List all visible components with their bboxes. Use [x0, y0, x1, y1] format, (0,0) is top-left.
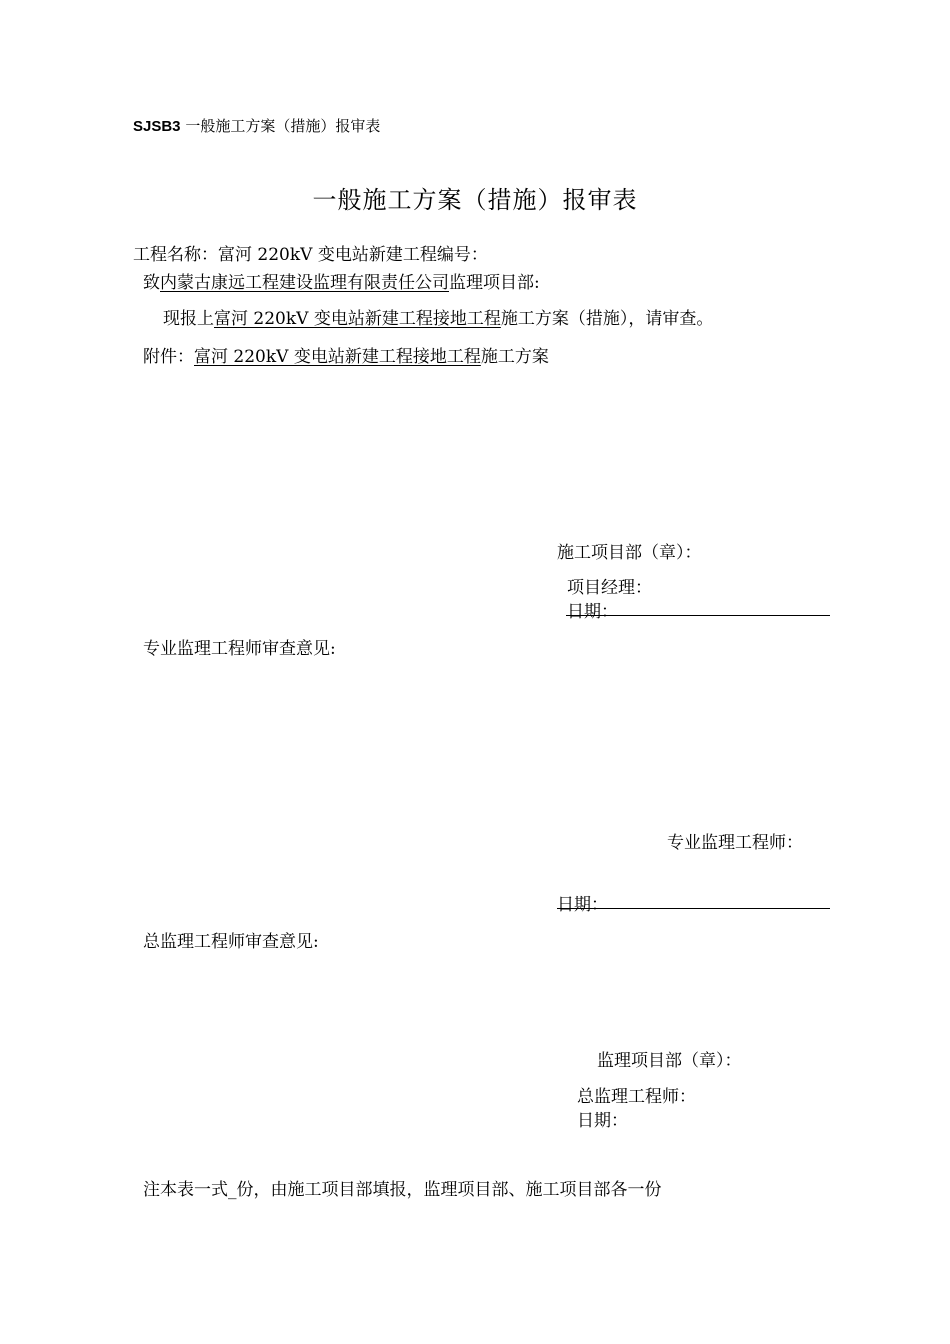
form-code: SJSB3	[133, 118, 181, 135]
report-prefix: 现报上	[163, 309, 214, 329]
form-code-title: 一般施工方案（措施）报审表	[185, 117, 381, 135]
chief-date-label: 日期：	[577, 1111, 628, 1131]
footer-note: 注本表一式_份，由施工项目部填报，监理项目部、施工项目部各一份	[143, 1180, 662, 1200]
addressee-line	[143, 268, 540, 293]
addressee-suffix: 监理项目部:	[449, 273, 540, 293]
project-manager-label: 项目经理：	[567, 578, 652, 598]
specialist-date-rule	[557, 908, 830, 909]
project-name-line: 工程名称：富河 220kV 变电站新建工程编号：	[133, 245, 488, 265]
attachment-line	[143, 342, 549, 367]
supervision-dept-stamp: 监理项目部（章）：	[597, 1051, 742, 1071]
attachment-prefix: 附件：	[143, 347, 194, 367]
report-project-name: 富河 220kV 变电站新建工程接地工程	[214, 309, 501, 329]
construction-date-rule	[566, 615, 830, 616]
report-suffix: 施工方案（措施），请审查。	[500, 309, 714, 329]
report-line	[163, 304, 713, 329]
addressee-prefix: 致	[143, 273, 160, 293]
attachment-name: 富河 220kV 变电站新建工程接地工程	[194, 347, 481, 367]
chief-review-label: 总监理工程师审查意见:	[143, 932, 319, 952]
attachment-suffix: 施工方案	[480, 347, 549, 367]
addressee-company: 内蒙古康远工程建设监理有限责任公司	[160, 273, 449, 293]
construction-dept-stamp: 施工项目部（章）：	[557, 543, 702, 563]
specialist-signer-label: 专业监理工程师：	[667, 833, 803, 853]
specialist-review-label: 专业监理工程师审查意见:	[143, 639, 336, 659]
construction-date-label: 日期：	[567, 602, 618, 622]
specialist-date-label: 日期：	[557, 895, 608, 915]
page-title: 一般施工方案（措施）报审表	[312, 186, 638, 214]
form-code-header	[133, 115, 380, 136]
chief-signer-label: 总监理工程师：	[577, 1087, 696, 1107]
